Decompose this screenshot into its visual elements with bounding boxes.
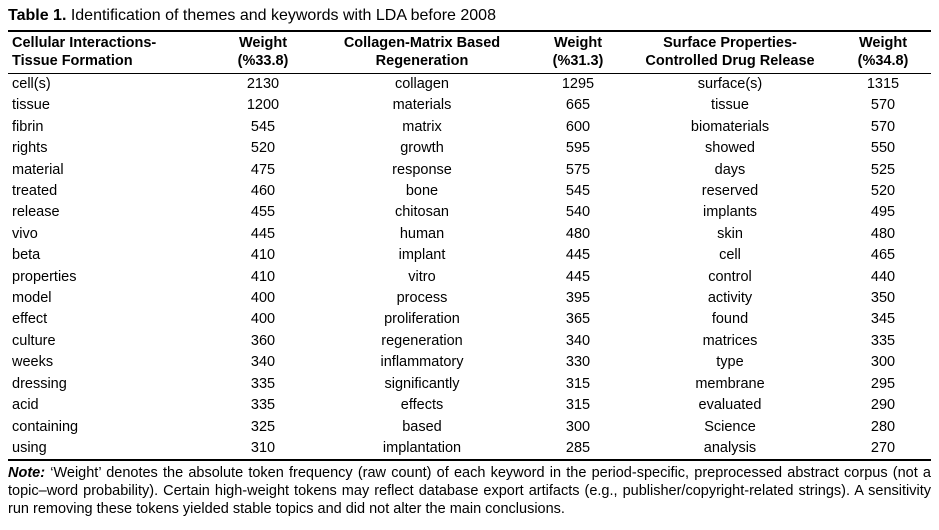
weight-theme-1: 455: [250, 204, 276, 221]
caption-label: Table 1.: [8, 7, 67, 24]
weight-theme-2: 395: [565, 290, 591, 307]
keyword-theme-3: matrices: [702, 332, 758, 349]
weight-theme-1: 400: [250, 290, 276, 307]
keyword-theme-2: vitro: [408, 268, 436, 285]
keyword-theme-3: surface(s): [697, 76, 763, 92]
keyword-theme-3: control: [708, 268, 752, 285]
keyword-theme-2: human: [399, 225, 445, 242]
keyword-theme-1: cell(s): [12, 76, 51, 92]
weight-theme-1: 360: [250, 332, 276, 349]
keyword-theme-1: beta: [12, 247, 41, 264]
weight-theme-1: 1200: [246, 97, 280, 114]
keyword-theme-2: growth: [400, 140, 444, 157]
keyword-theme-3: analysis: [625, 438, 835, 460]
keyword-theme-3: membrane: [695, 375, 765, 392]
weight-theme-2: 595: [565, 140, 591, 157]
weight-theme-3: 480: [870, 225, 896, 242]
weight-theme-2: 340: [565, 332, 591, 349]
weight-theme-2: 315: [565, 397, 591, 414]
weight-theme-1: 410: [250, 268, 276, 285]
keyword-theme-1: using: [8, 438, 213, 460]
weight-theme-3: 335: [870, 332, 896, 349]
keyword-theme-1: rights: [12, 140, 48, 157]
weight-theme-3: 345: [870, 311, 896, 328]
header-theme-2: Collagen-Matrix Based Regeneration: [313, 31, 531, 74]
caption-text: Identification of themes and keywords with LDA before 2008: [66, 7, 496, 24]
header-weight-1: Weight (%33.8): [213, 31, 313, 74]
weight-theme-1: 410: [250, 247, 276, 264]
weight-theme-3: 290: [870, 397, 896, 414]
keyword-theme-1: model: [12, 290, 52, 307]
keyword-theme-2: regeneration: [381, 332, 463, 349]
keyword-theme-2: process: [396, 290, 448, 307]
table-row: [8, 417, 931, 438]
weight-theme-2: 365: [565, 311, 591, 328]
weight-theme-3: 570: [870, 118, 896, 135]
table-row: [8, 224, 931, 245]
keyword-theme-2: chitosan: [394, 204, 449, 221]
keyword-theme-2: implantation: [313, 438, 531, 460]
weight-theme-1: 335: [250, 375, 276, 392]
keyword-theme-2: effects: [400, 397, 444, 414]
note-label: Note:: [8, 465, 46, 482]
table-body: [8, 74, 931, 461]
weight-theme-3: 295: [870, 375, 896, 392]
table-row: [8, 202, 931, 223]
keyword-theme-2: response: [392, 161, 452, 178]
keyword-theme-3: reserved: [701, 183, 759, 200]
keyword-theme-1: vivo: [12, 225, 38, 242]
weight-theme-2: 1295: [561, 76, 595, 92]
weight-theme-3: 300: [870, 354, 896, 371]
keyword-theme-3: biomaterials: [690, 118, 770, 135]
keyword-theme-1: weeks: [12, 354, 54, 371]
weight-theme-2: 480: [565, 225, 591, 242]
keyword-theme-1: dressing: [12, 375, 67, 392]
weight-theme-1: 325: [250, 418, 276, 435]
keyword-theme-2: proliferation: [384, 311, 460, 328]
keywords-table: [8, 30, 931, 461]
keyword-theme-3: activity: [707, 290, 753, 307]
header-weight-2: Weight (%31.3): [531, 31, 625, 74]
keyword-theme-3: evaluated: [698, 397, 762, 414]
keyword-theme-2: bone: [405, 183, 439, 200]
keyword-theme-2: based: [402, 418, 442, 435]
weight-theme-1: 475: [250, 161, 276, 178]
table-row: [8, 160, 931, 181]
weight-theme-2: 575: [565, 161, 591, 178]
table-row: [8, 438, 931, 460]
weight-theme-2: 600: [565, 118, 591, 135]
weight-theme-1: 545: [250, 118, 276, 135]
weight-theme-3: 465: [870, 247, 896, 264]
keyword-theme-1: culture: [12, 332, 56, 349]
table-row: [8, 138, 931, 159]
keyword-theme-3: Science: [704, 418, 756, 435]
weight-theme-2: 665: [565, 97, 591, 114]
table-row: [8, 352, 931, 373]
table-row: [8, 395, 931, 416]
keyword-theme-1: material: [12, 161, 64, 178]
table-row: [8, 245, 931, 266]
keyword-theme-3: tissue: [711, 97, 749, 114]
table-row: [8, 374, 931, 395]
header-weight-3: Weight (%34.8): [835, 31, 931, 74]
weight-theme-1: 520: [250, 140, 276, 157]
keyword-theme-3: skin: [717, 225, 743, 242]
weight-theme-2: 330: [565, 354, 591, 371]
weight-theme-2: 315: [565, 375, 591, 392]
weight-theme-1: 400: [250, 311, 276, 328]
weight-theme-3: 550: [870, 140, 896, 157]
weight-theme-1: 340: [250, 354, 276, 371]
weight-theme-2: 445: [565, 268, 591, 285]
weight-theme-1: 445: [250, 225, 276, 242]
table-row: [8, 95, 931, 116]
keyword-theme-2: collagen: [394, 76, 449, 92]
weight-theme-3: 280: [870, 418, 896, 435]
keyword-theme-1: properties: [12, 268, 77, 285]
header-row: [8, 31, 931, 74]
weight-theme-1: 2130: [246, 76, 280, 92]
keyword-theme-2: matrix: [402, 118, 442, 135]
table-header: [8, 31, 931, 74]
keyword-theme-1: fibrin: [12, 118, 44, 135]
weight-theme-2: 545: [565, 183, 591, 200]
note-text: ‘Weight’ denotes the absolute token frequency (raw count) of each keyword in the period-specific, preprocessed abstract corpus (not a topic–word probability). Certain high-weight tokens may reflect database export artifacts (e.g., publisher/copyright-related strings). A sensitivity run removing these tokens yielded stable topics and did not alter the main conclusions.: [8, 465, 931, 518]
keyword-theme-1: acid: [12, 397, 39, 414]
keyword-theme-1: containing: [12, 418, 79, 435]
weight-theme-3: 1315: [866, 76, 900, 92]
weight-theme-2: 445: [565, 247, 591, 264]
table-row: [8, 309, 931, 330]
table-note: [8, 464, 931, 518]
keyword-theme-3: days: [714, 161, 746, 178]
weight-theme-3: 520: [870, 183, 896, 200]
table-row: [8, 288, 931, 309]
table-row: [8, 181, 931, 202]
keyword-theme-3: implants: [703, 204, 757, 221]
weight-theme-2: 300: [565, 418, 591, 435]
keyword-theme-3: showed: [705, 140, 755, 157]
table-caption: [8, 6, 931, 28]
keyword-theme-2: inflammatory: [380, 354, 464, 371]
header-theme-3: Surface Properties- Controlled Drug Release: [625, 31, 835, 74]
table-row: [8, 331, 931, 352]
keyword-theme-1: effect: [12, 311, 48, 328]
weight-theme-1: 460: [250, 183, 276, 200]
weight-theme-1: 310: [213, 438, 313, 460]
weight-theme-2: 285: [531, 438, 625, 460]
weight-theme-3: 270: [835, 438, 931, 460]
weight-theme-3: 350: [870, 290, 896, 307]
weight-theme-3: 495: [870, 204, 896, 221]
keyword-theme-3: type: [716, 354, 744, 371]
header-theme-1: Cellular Interactions- Tissue Formation: [8, 31, 213, 74]
keyword-theme-3: cell: [719, 247, 741, 264]
weight-theme-2: 540: [565, 204, 591, 221]
weight-theme-3: 525: [870, 161, 896, 178]
keyword-theme-1: treated: [12, 183, 58, 200]
keyword-theme-2: materials: [392, 97, 452, 114]
weight-theme-3: 440: [870, 268, 896, 285]
weight-theme-1: 335: [250, 397, 276, 414]
table-row: [8, 74, 931, 96]
keyword-theme-1: tissue: [12, 97, 50, 114]
keyword-theme-1: release: [12, 204, 60, 221]
keyword-theme-2: significantly: [384, 375, 460, 392]
keyword-theme-2: implant: [398, 247, 446, 264]
weight-theme-3: 570: [870, 97, 896, 114]
table-row: [8, 267, 931, 288]
keyword-theme-3: found: [711, 311, 749, 328]
table-row: [8, 117, 931, 138]
